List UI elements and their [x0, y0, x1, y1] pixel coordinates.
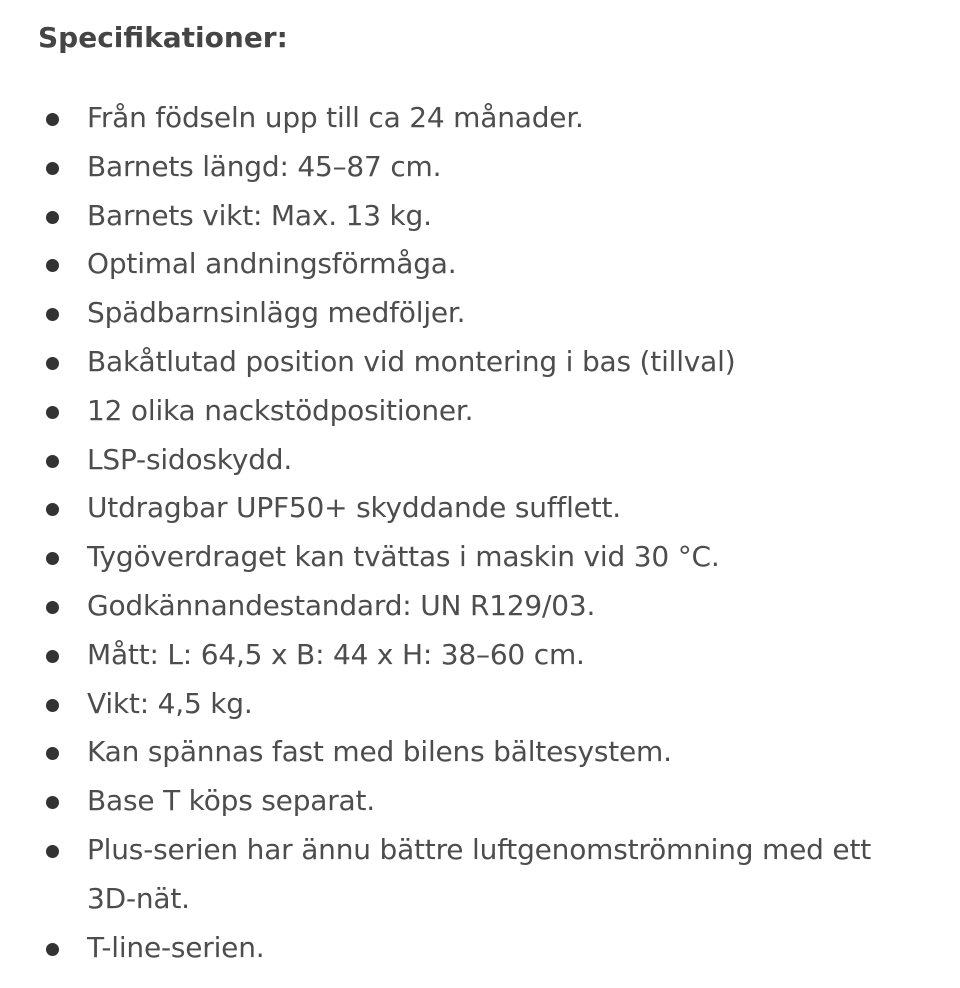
- list-item: [0, 924, 960, 973]
- list-item-text: Barnets längd: 45–87 cm.: [87, 149, 442, 183]
- bullet-icon: [46, 162, 59, 175]
- list-item: [0, 289, 960, 338]
- list-item-text: Base T köps separat.: [87, 784, 375, 818]
- bullet-icon: [46, 601, 59, 614]
- bullet-icon: [46, 552, 59, 565]
- list-item: [0, 826, 960, 924]
- bullet-icon: [46, 406, 59, 419]
- list-item-text: Optimal andningsförmåga.: [87, 247, 457, 281]
- list-item-text: Vikt: 4,5 kg.: [87, 686, 253, 720]
- list-item-text: Spädbarnsinlägg medföljer.: [87, 296, 466, 330]
- list-item: [0, 631, 960, 680]
- bullet-icon: [46, 503, 59, 516]
- bullet-icon: [46, 455, 59, 468]
- bullet-icon: [46, 211, 59, 224]
- section-heading: Specifikationer:: [38, 21, 288, 54]
- bullet-icon: [46, 845, 59, 858]
- list-item: [0, 680, 960, 729]
- bullet-icon: [46, 308, 59, 321]
- bullet-icon: [46, 357, 59, 370]
- list-item-text: Plus-serien har ännu bättre luftgenomströmning med ett 3D-nät.: [87, 832, 872, 915]
- list-item-text: Kan spännas fast med bilens bältesystem.: [87, 735, 672, 769]
- list-item: [0, 192, 960, 241]
- list-item: [0, 582, 960, 631]
- list-item-text: Mått: L: 64,5 x B: 44 x H: 38–60 cm.: [87, 637, 585, 671]
- list-item: [0, 436, 960, 485]
- bullet-icon: [46, 699, 59, 712]
- bullet-icon: [46, 796, 59, 809]
- list-item: [0, 240, 960, 289]
- list-item: [0, 777, 960, 826]
- list-item-text: Tygöverdraget kan tvättas i maskin vid 30 °C.: [87, 540, 720, 574]
- list-item: [0, 387, 960, 436]
- list-item: [0, 94, 960, 143]
- bullet-icon: [46, 650, 59, 663]
- list-item-text: Godkännandestandard: UN R129/03.: [87, 588, 596, 622]
- bullet-icon: [46, 259, 59, 272]
- list-item-text: Utdragbar UPF50+ skyddande sufflett.: [87, 491, 621, 525]
- list-item-text: Barnets vikt: Max. 13 kg.: [87, 198, 432, 232]
- list-item-text: 12 olika nackstödpositioner.: [87, 393, 474, 427]
- list-item: [0, 728, 960, 777]
- spec-list: [0, 94, 960, 972]
- bullet-icon: [46, 747, 59, 760]
- list-item: [0, 484, 960, 533]
- bullet-icon: [46, 113, 59, 126]
- list-item: [0, 143, 960, 192]
- list-item-text: Från födseln upp till ca 24 månader.: [87, 101, 584, 134]
- list-item-text: LSP-sidoskydd.: [87, 442, 293, 476]
- list-item: [0, 338, 960, 387]
- list-item-text: Bakåtlutad position vid montering i bas (tillval): [87, 344, 736, 378]
- bullet-icon: [46, 943, 59, 956]
- list-item: [0, 533, 960, 582]
- list-item-text: T-line-serien.: [87, 930, 265, 964]
